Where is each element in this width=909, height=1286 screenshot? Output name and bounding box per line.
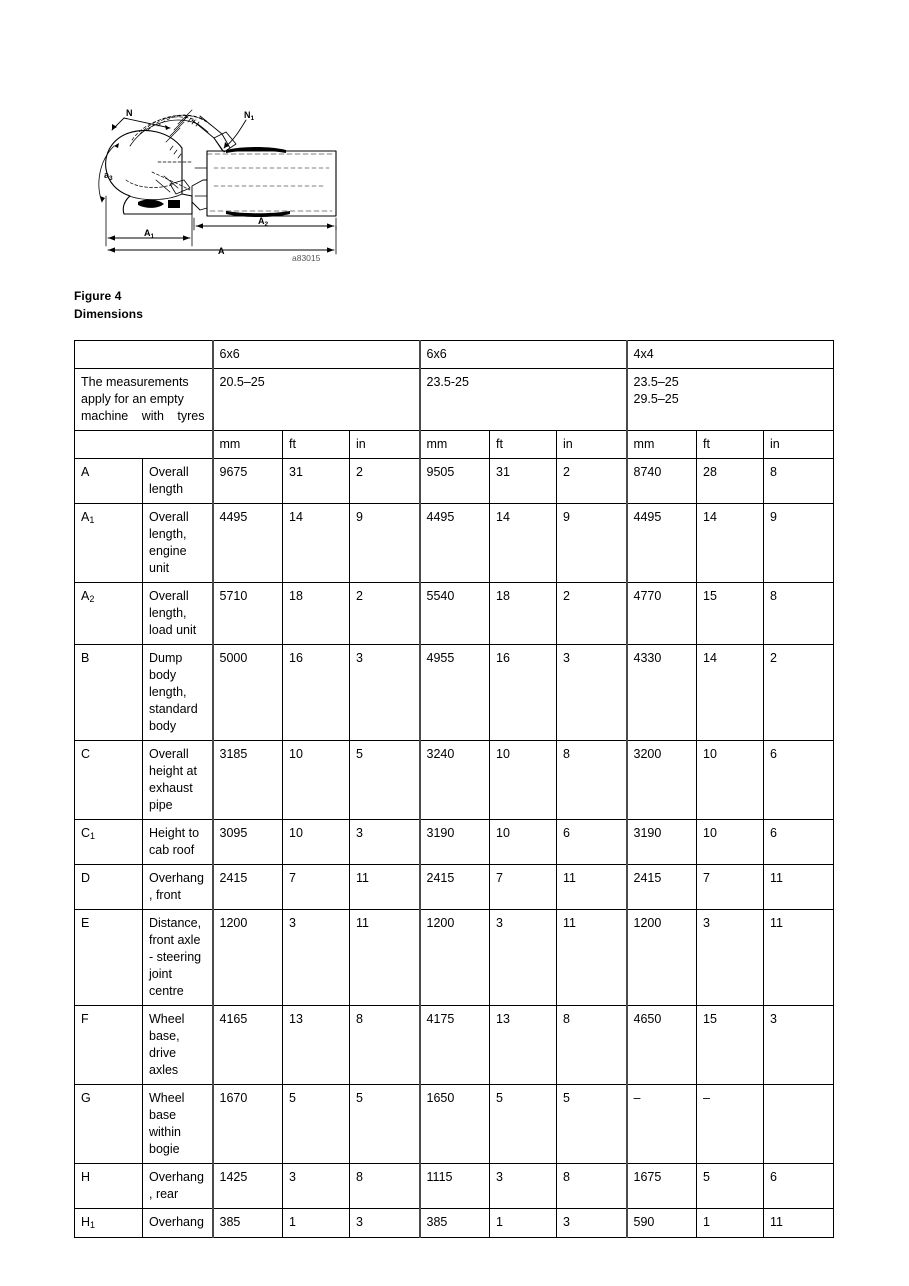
row-description-cell: Wheel base within bogie — [143, 1085, 213, 1164]
row-value-mm: 3200 — [627, 741, 697, 820]
row-value-mm: 590 — [627, 1209, 697, 1238]
row-value-ft: 3 — [490, 1164, 557, 1209]
row-value-mm: 9505 — [420, 459, 490, 504]
row-value-mm: 2415 — [420, 865, 490, 910]
row-value-mm: 3095 — [213, 820, 283, 865]
row-value-ft: 10 — [697, 741, 764, 820]
row-value-in: 3 — [557, 645, 627, 741]
row-value-mm: 1200 — [420, 910, 490, 1006]
unit-header-in-2: in — [557, 431, 627, 459]
row-value-ft: 3 — [490, 910, 557, 1006]
row-value-ft: 18 — [490, 583, 557, 645]
table-row — [75, 459, 834, 504]
row-value-mm: 3185 — [213, 741, 283, 820]
drive-config-machine-2: 6x6 — [420, 341, 627, 369]
row-description-cell: Overhang — [143, 1209, 213, 1238]
row-value-mm: 4955 — [420, 645, 490, 741]
row-value-mm: 9675 — [213, 459, 283, 504]
row-value-mm: 4330 — [627, 645, 697, 741]
row-description-cell: Overhang, rear — [143, 1164, 213, 1209]
row-code-subscript: 2 — [89, 594, 95, 604]
table-row — [75, 583, 834, 645]
row-value-in: 9 — [557, 504, 627, 583]
row-value-in: 8 — [557, 1164, 627, 1209]
row-value-ft: 10 — [283, 820, 350, 865]
measurement-note-cell: The measurements apply for an empty machine with tyres — [75, 369, 213, 431]
row-value-ft: 14 — [490, 504, 557, 583]
row-description-cell: Overall height at exhaust pipe — [143, 741, 213, 820]
drive-config-machine-3: 4x4 — [627, 341, 834, 369]
row-value-mm: 1115 — [420, 1164, 490, 1209]
row-value-ft: 7 — [283, 865, 350, 910]
unit-header-in-1: in — [350, 431, 420, 459]
unit-header-mm-2: mm — [420, 431, 490, 459]
row-value-ft: 15 — [697, 583, 764, 645]
row-description-cell: Wheel base, drive axles — [143, 1006, 213, 1085]
row-value-ft: 5 — [283, 1085, 350, 1164]
table-row — [75, 1006, 834, 1085]
drawing-label-a: A — [218, 246, 225, 256]
row-value-in: 2 — [350, 459, 420, 504]
table-row — [75, 820, 834, 865]
table-row — [75, 504, 834, 583]
table-row — [75, 645, 834, 741]
row-value-mm: 4770 — [627, 583, 697, 645]
row-value-in: 2 — [764, 645, 834, 741]
row-code-cell: $H_1$ — [75, 1209, 143, 1238]
row-value-ft: 16 — [490, 645, 557, 741]
table-row — [75, 1164, 834, 1209]
row-value-ft: 31 — [283, 459, 350, 504]
row-code-cell: $C_1$ — [75, 820, 143, 865]
row-value-mm: 1675 — [627, 1164, 697, 1209]
row-value-ft: 7 — [490, 865, 557, 910]
row-value-mm: 2415 — [627, 865, 697, 910]
row-value-in: 9 — [764, 504, 834, 583]
row-code-cell: E — [75, 910, 143, 1006]
table-row-drive-config — [75, 341, 834, 369]
drawing-label-a2: $A_2$ — [258, 216, 269, 228]
drive-config-blank-cell — [75, 341, 213, 369]
row-value-in: 8 — [764, 459, 834, 504]
row-value-mm: 1425 — [213, 1164, 283, 1209]
row-value-in: 6 — [557, 820, 627, 865]
row-code-subscript: 1 — [90, 1220, 96, 1230]
row-value-ft: 10 — [697, 820, 764, 865]
row-value-in: 11 — [764, 1209, 834, 1238]
tyre-size: 20.5–25 — [219, 375, 265, 389]
row-description-cell: Overhang, front — [143, 865, 213, 910]
tyres-machine-1 — [213, 369, 420, 431]
table-row — [75, 1085, 834, 1164]
drawing-label-n: N — [126, 108, 133, 118]
row-code-cell: $A_2$ — [75, 583, 143, 645]
row-value-mm: 4495 — [213, 504, 283, 583]
figure-caption-title: Dimensions — [74, 307, 144, 321]
table-row — [75, 741, 834, 820]
unit-header-in-3: in — [764, 431, 834, 459]
row-value-in: 2 — [350, 583, 420, 645]
row-code-cell: B — [75, 645, 143, 741]
table-row-unit-headers — [75, 431, 834, 459]
row-value-in: 11 — [350, 910, 420, 1006]
row-value-mm: 4165 — [213, 1006, 283, 1085]
row-value-mm: 5710 — [213, 583, 283, 645]
row-value-mm: 4650 — [627, 1006, 697, 1085]
row-value-ft: 10 — [490, 741, 557, 820]
row-value-mm: 4175 — [420, 1006, 490, 1085]
row-value-mm: 2415 — [213, 865, 283, 910]
table-row — [75, 910, 834, 1006]
drive-config-machine-1: 6x6 — [213, 341, 420, 369]
row-description-cell: Overall length — [143, 459, 213, 504]
row-value-ft: 10 — [490, 820, 557, 865]
row-description-cell: Overall length, load unit — [143, 583, 213, 645]
table-row — [75, 865, 834, 910]
row-value-in: 5 — [350, 1085, 420, 1164]
row-value-mm: 1200 — [627, 910, 697, 1006]
figure-caption-number: Figure 4 — [74, 289, 122, 303]
row-value-in: 11 — [764, 865, 834, 910]
row-value-ft: 16 — [283, 645, 350, 741]
row-value-mm: 8740 — [627, 459, 697, 504]
row-value-mm: 3190 — [627, 820, 697, 865]
row-value-mm: 1650 — [420, 1085, 490, 1164]
unit-header-ft-3: ft — [697, 431, 764, 459]
table-row-tyres — [75, 369, 834, 431]
row-description-cell: Overall length, engine unit — [143, 504, 213, 583]
unit-header-ft-2: ft — [490, 431, 557, 459]
row-value-mm: 5000 — [213, 645, 283, 741]
tyres-machine-2 — [420, 369, 627, 431]
dimensions-table-container — [74, 340, 834, 1238]
row-value-in: 11 — [350, 865, 420, 910]
row-value-in: 2 — [557, 583, 627, 645]
row-value-ft: 3 — [283, 910, 350, 1006]
row-value-in: 11 — [557, 910, 627, 1006]
row-code-cell: D — [75, 865, 143, 910]
row-code-cell: C — [75, 741, 143, 820]
row-value-ft: 18 — [283, 583, 350, 645]
row-value-mm: 1200 — [213, 910, 283, 1006]
row-value-ft: 14 — [697, 645, 764, 741]
row-value-ft: 10 — [283, 741, 350, 820]
dimensions-table — [74, 340, 834, 1238]
row-value-mm: 1670 — [213, 1085, 283, 1164]
row-value-in: 6 — [764, 820, 834, 865]
tyres-machine-3 — [627, 369, 834, 431]
unit-header-mm-1: mm — [213, 431, 283, 459]
row-description-cell: Height to cab roof — [143, 820, 213, 865]
tyre-size: 29.5–25 — [633, 392, 679, 406]
row-value-in: 2 — [557, 459, 627, 504]
row-value-in: 3 — [350, 1209, 420, 1238]
row-code-cell: H — [75, 1164, 143, 1209]
row-code-cell: G — [75, 1085, 143, 1164]
row-value-ft: 14 — [283, 504, 350, 583]
unit-header-mm-3: mm — [627, 431, 697, 459]
row-value-ft: 31 — [490, 459, 557, 504]
row-value-ft: 7 — [697, 865, 764, 910]
row-value-in: 3 — [557, 1209, 627, 1238]
row-value-mm: – — [627, 1085, 697, 1164]
row-value-in: 5 — [350, 741, 420, 820]
row-code-subscript: 1 — [89, 515, 95, 525]
row-code-cell: F — [75, 1006, 143, 1085]
row-value-mm: 5540 — [420, 583, 490, 645]
row-value-mm: 3190 — [420, 820, 490, 865]
drawing-label-n1: $N_1$ — [244, 110, 255, 122]
row-value-in: 3 — [350, 820, 420, 865]
tyre-size: 23.5–25 — [633, 375, 679, 389]
row-value-in: 9 — [350, 504, 420, 583]
row-value-in: 8 — [350, 1006, 420, 1085]
table-row — [75, 1209, 834, 1238]
figure-technical-drawing — [74, 68, 374, 263]
row-value-mm: 3240 — [420, 741, 490, 820]
row-value-in: 6 — [764, 741, 834, 820]
row-value-mm: 4495 — [420, 504, 490, 583]
row-value-ft: 14 — [697, 504, 764, 583]
row-value-ft: 13 — [283, 1006, 350, 1085]
row-value-mm: 385 — [213, 1209, 283, 1238]
row-value-in: 8 — [557, 1006, 627, 1085]
row-value-ft: – — [697, 1085, 764, 1164]
row-value-ft: 13 — [490, 1006, 557, 1085]
row-value-in: 8 — [350, 1164, 420, 1209]
row-value-in: 6 — [764, 1164, 834, 1209]
unit-header-ft-1: ft — [283, 431, 350, 459]
row-description-cell: Dump body length, standard body — [143, 645, 213, 741]
row-value-ft: 15 — [697, 1006, 764, 1085]
row-value-in: 5 — [557, 1085, 627, 1164]
figure-caption — [74, 287, 143, 323]
drawing-label-a1: $A_1$ — [144, 228, 155, 240]
tyre-size: 23.5-25 — [426, 375, 469, 389]
row-value-ft: 3 — [283, 1164, 350, 1209]
row-value-ft: 1 — [283, 1209, 350, 1238]
row-value-ft: 3 — [697, 910, 764, 1006]
figure-id-label: a83015 — [292, 253, 321, 263]
row-code-cell: $A_1$ — [75, 504, 143, 583]
row-value-in: 11 — [557, 865, 627, 910]
row-value-in: 8 — [557, 741, 627, 820]
row-value-in: 3 — [764, 1006, 834, 1085]
drawing-label-a3: $a_3$ — [104, 170, 113, 182]
row-value-ft: 5 — [697, 1164, 764, 1209]
row-value-in: 11 — [764, 910, 834, 1006]
row-code-subscript: 1 — [90, 831, 96, 841]
row-value-in: 8 — [764, 583, 834, 645]
row-value-ft: 1 — [697, 1209, 764, 1238]
row-code-cell: A — [75, 459, 143, 504]
row-description-cell: Distance, front axle - steering joint centre — [143, 910, 213, 1006]
row-value-ft: 5 — [490, 1085, 557, 1164]
row-value-mm: 4495 — [627, 504, 697, 583]
row-value-in: 3 — [350, 645, 420, 741]
unit-header-blank-cell — [75, 431, 213, 459]
row-value-in — [764, 1085, 834, 1164]
row-value-ft: 28 — [697, 459, 764, 504]
row-value-ft: 1 — [490, 1209, 557, 1238]
row-value-mm: 385 — [420, 1209, 490, 1238]
